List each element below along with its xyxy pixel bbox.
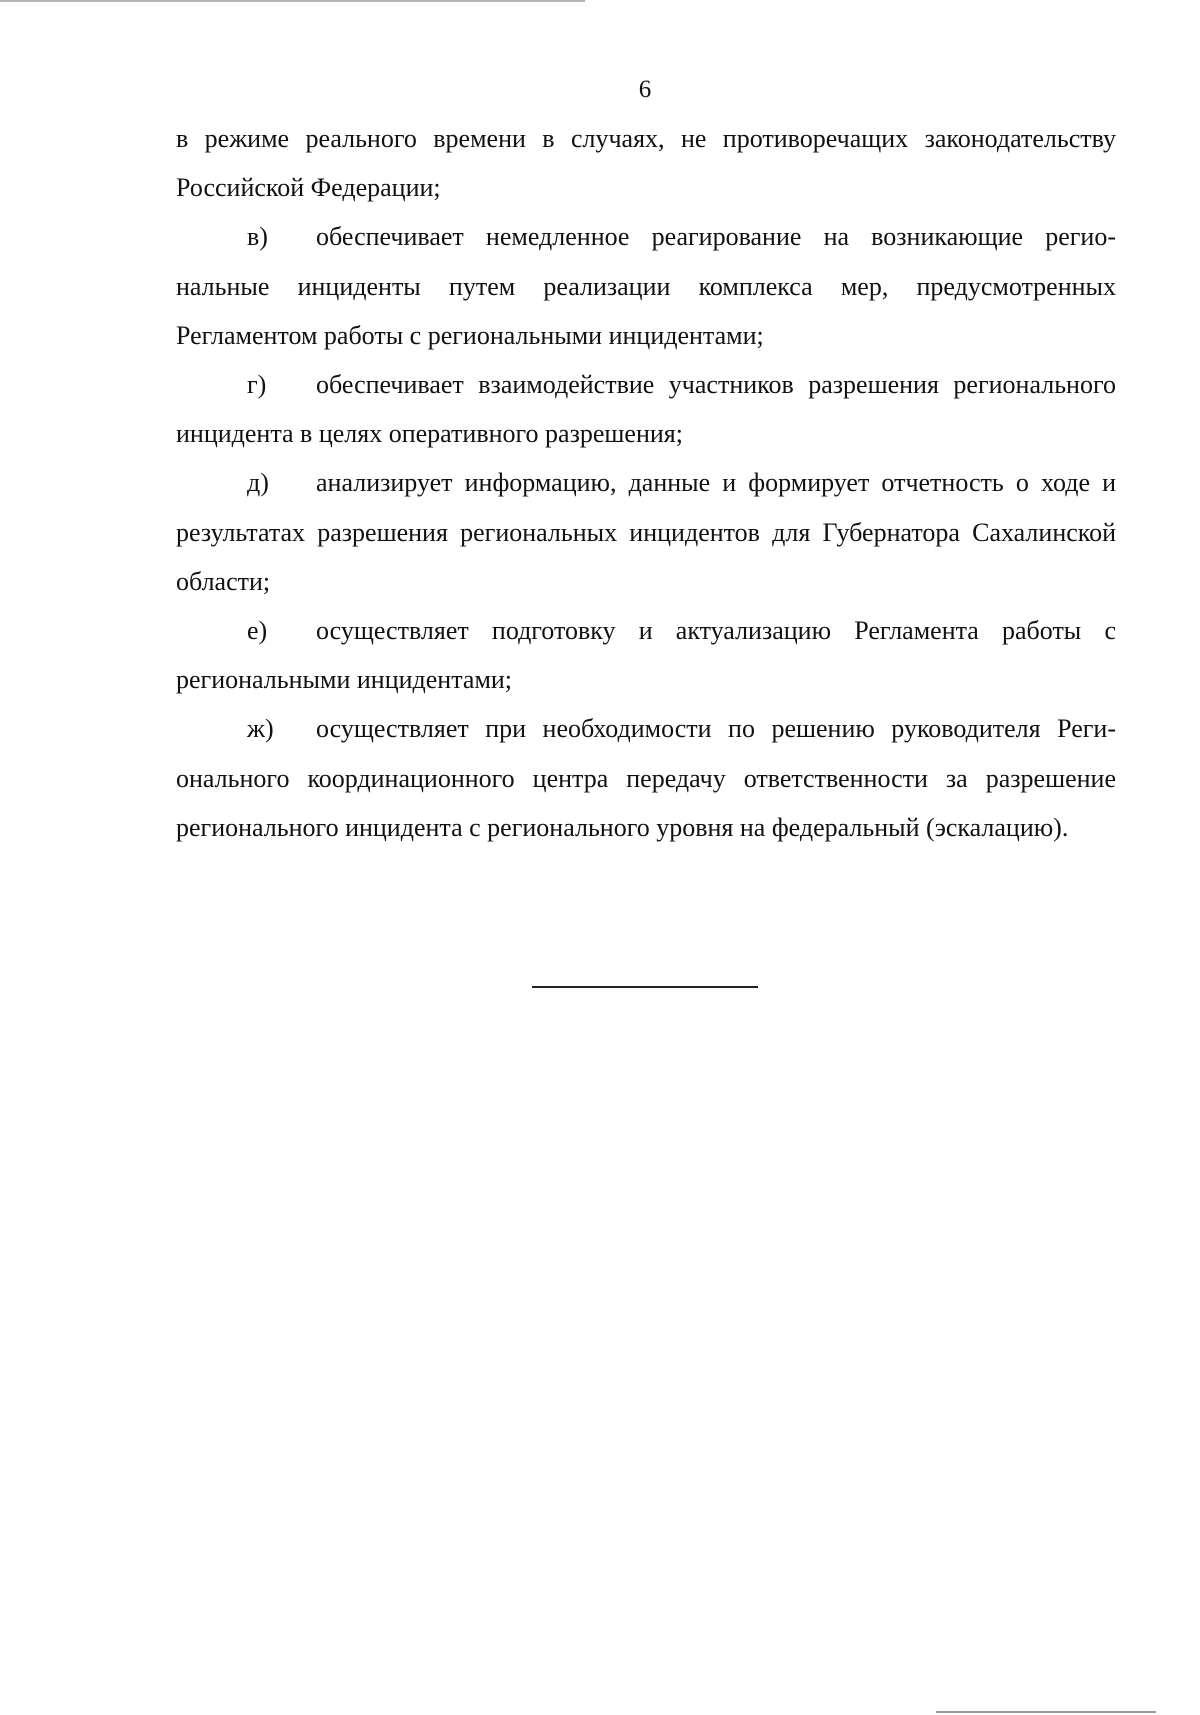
list-item-v [176,212,1116,360]
intro-paragraph: в режиме реального времени в случаях, не противоречащих законодательству Российской Федерации; [176,124,1116,203]
list-item-text: осуществляет подготовку и актуализацию Регламента работы с региональными инцидентами; [176,616,1116,695]
list-item-zh [176,704,1116,852]
list-marker: г) [247,370,267,400]
list-item-d [176,458,1116,606]
document-body [176,114,1116,852]
list-item-g [176,360,1116,458]
list-marker: е) [247,616,268,646]
list-marker: в) [247,222,268,252]
bottom-scan-edge-line [936,1711,1156,1713]
top-scan-edge-line [0,0,585,2]
list-item-text: анализирует информацию, данные и формирует отчетность о ходе и результатах разрешения региональных инцидентов для Губернатора Сахалинской области; [176,468,1116,596]
list-item-e [176,606,1116,704]
list-item-text: обеспечивает немедленное реагирование на возникающие региональные инциденты путем реализации комплекса мер, предусмотренных Регламентом работы с региональными инцидентами; [176,222,1116,350]
list-marker: ж) [247,714,274,744]
list-item-text: обеспечивает взаимодействие участников разрешения регионального инцидента в целях оперативного разрешения; [176,370,1116,449]
page-number: 6 [638,76,652,103]
list-marker: д) [247,468,269,498]
end-of-document-rule [532,986,758,988]
list-item-text: осуществляет при необходимости по решению руководителя Регионального координационного центра передачу ответственности за разрешение регионального инцидента с регионального уровня на федеральный (эскалацию). [176,714,1116,842]
